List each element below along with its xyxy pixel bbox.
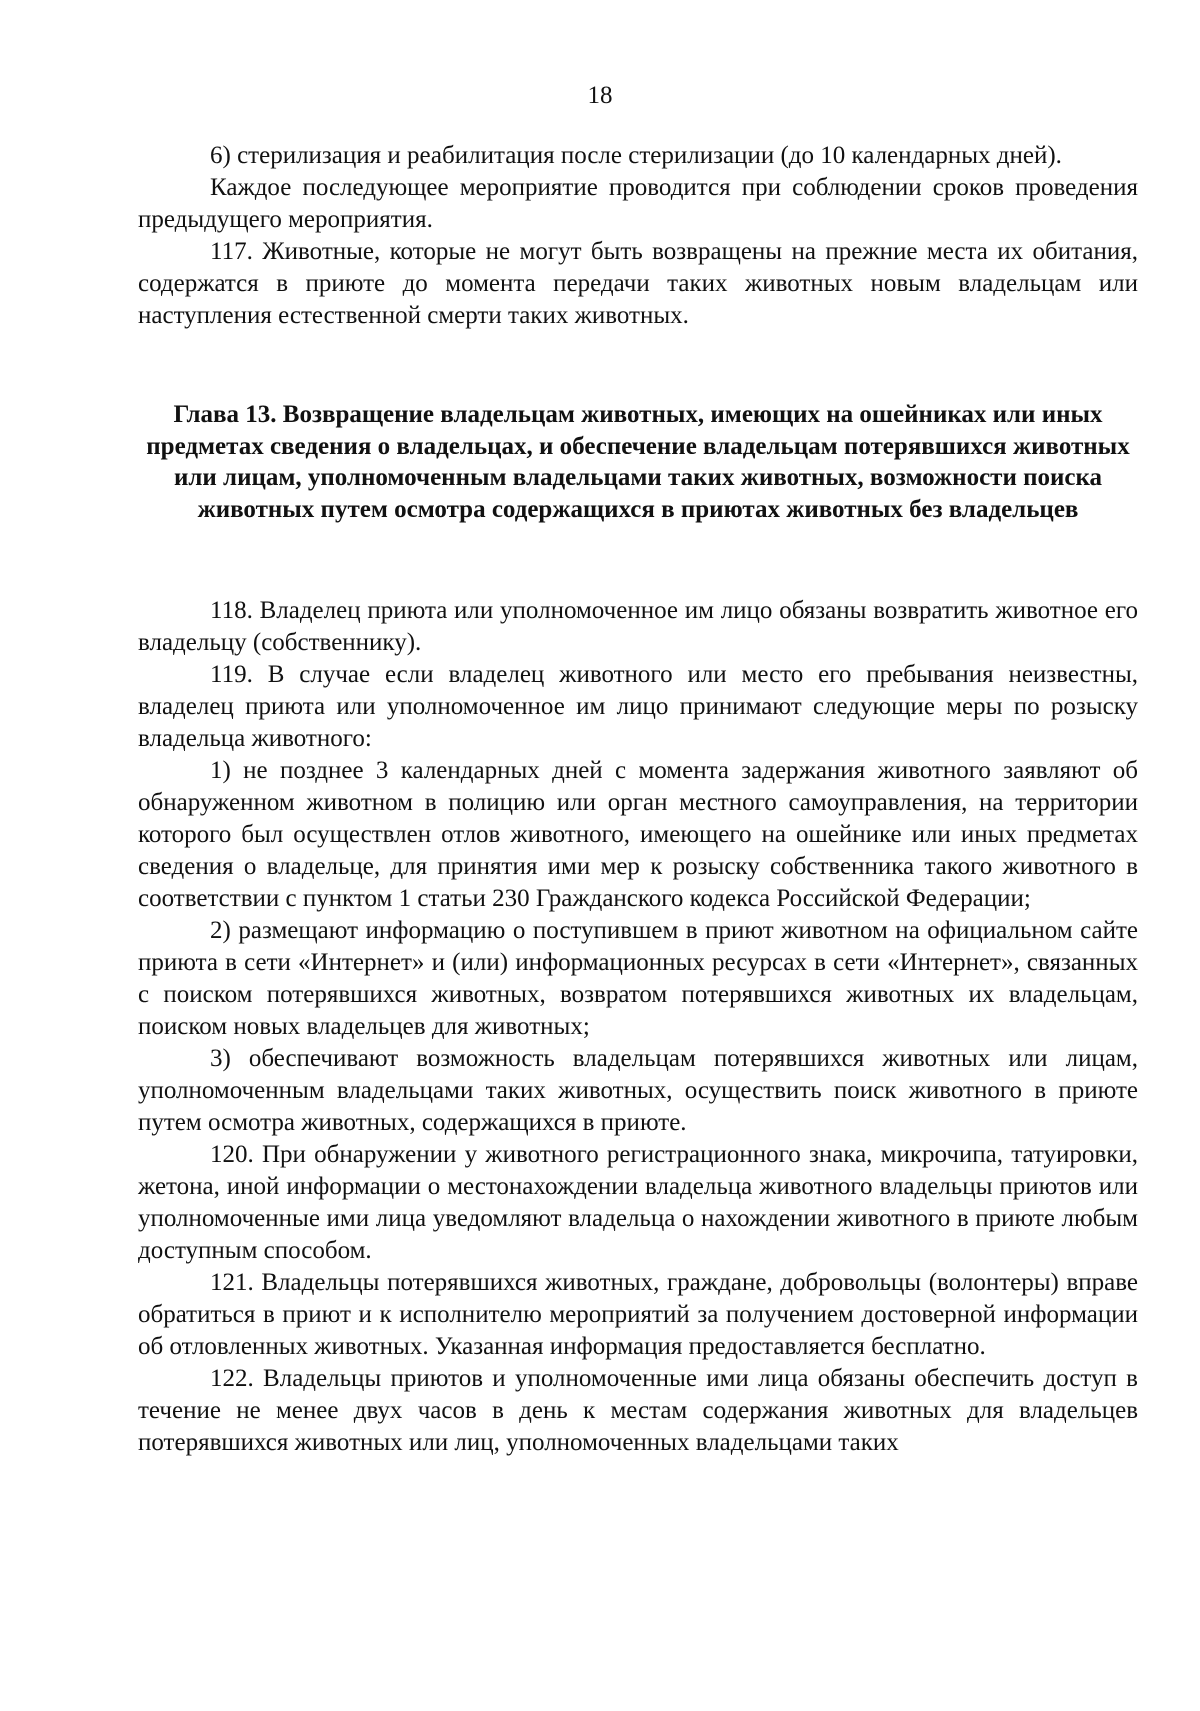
- paragraph-117: 117. Животные, которые не могут быть возвращены на прежние места их обитания, содержатся в приюте до момента передачи таких животных новым владельцам или наступления естественной смерти таких животных.: [138, 238, 1138, 329]
- sequence-note: Каждое последующее мероприятие проводится при соблюдении сроков проведения предыдущего мероприятия.: [138, 174, 1138, 233]
- page-number: 18: [587, 82, 613, 109]
- paragraph-121: 121. Владельцы потерявшихся животных, граждане, добровольцы (волонтеры) вправе обратиться в приют и к исполнителю мероприятий за получением достоверной информации об отловленных животных. Указанная информация предоставляется бесплатно.: [138, 1269, 1138, 1360]
- paragraph-120: 120. При обнаружении у животного регистрационного знака, микрочипа, татуировки, жетона, иной информации о местонахождении владельца животного владельцы приютов или уполномоченные ими лица уведомляют владельца о нахождении животного в приюте любым доступным способом.: [138, 1141, 1138, 1264]
- list-item-6: 6) стерилизация и реабилитация после стерилизации (до 10 календарных дней).: [210, 142, 1062, 169]
- chapter-13-title: Глава 13. Возвращение владельцам животных, имеющих на ошейниках или иных предметах сведения о владельцах, и обеспечение владельцам потерявшихся животных или лицам, уполномоченным владельцами таких животных, возможности поиска животных путем осмотра содержащихся в приютах животных без владельцев: [146, 401, 1130, 523]
- paragraph-119-item-1: 1) не позднее 3 календарных дней с момента задержания животного заявляют об обнаруженном животном в полицию или орган местного самоуправления, на территории которого был осуществлен отлов животного, имеющего на ошейнике или иных предметах сведения о владельце, для принятия ими мер к розыску собственника такого животного в соответствии с пунктом 1 статьи 230 Гражданского кодекса Российской Федерации;: [138, 757, 1138, 912]
- paragraph-119-item-2: 2) размещают информацию о поступившем в приют животном на официальном сайте приюта в сети «Интернет» и (или) информационных ресурсах в сети «Интернет», связанных с поиском потерявшихся животных, возвратом потерявшихся животных их владельцам, поиском новых владельцев для животных;: [138, 917, 1138, 1040]
- paragraph-118: 118. Владелец приюта или уполномоченное им лицо обязаны возвратить животное его владельцу (собственнику).: [138, 597, 1138, 656]
- chapter-13-body: [138, 595, 1138, 1459]
- paragraph-119-item-3: 3) обеспечивают возможность владельцам потерявшихся животных или лицам, уполномоченным владельцами таких животных, осуществить поиск животного в приюте путем осмотра животных, содержащихся в приюте.: [138, 1045, 1138, 1136]
- paragraph-119: 119. В случае если владелец животного или место его пребывания неизвестны, владелец приюта или уполномоченное им лицо принимают следующие меры по розыску владельца животного:: [138, 661, 1138, 752]
- paragraph-122: 122. Владельцы приютов и уполномоченные ими лица обязаны обеспечить доступ в течение не менее двух часов в день к местам содержания животных для владельцев потерявшихся животных или лиц, уполномоченных владельцами таких: [138, 1365, 1138, 1456]
- top-section: [138, 140, 1138, 332]
